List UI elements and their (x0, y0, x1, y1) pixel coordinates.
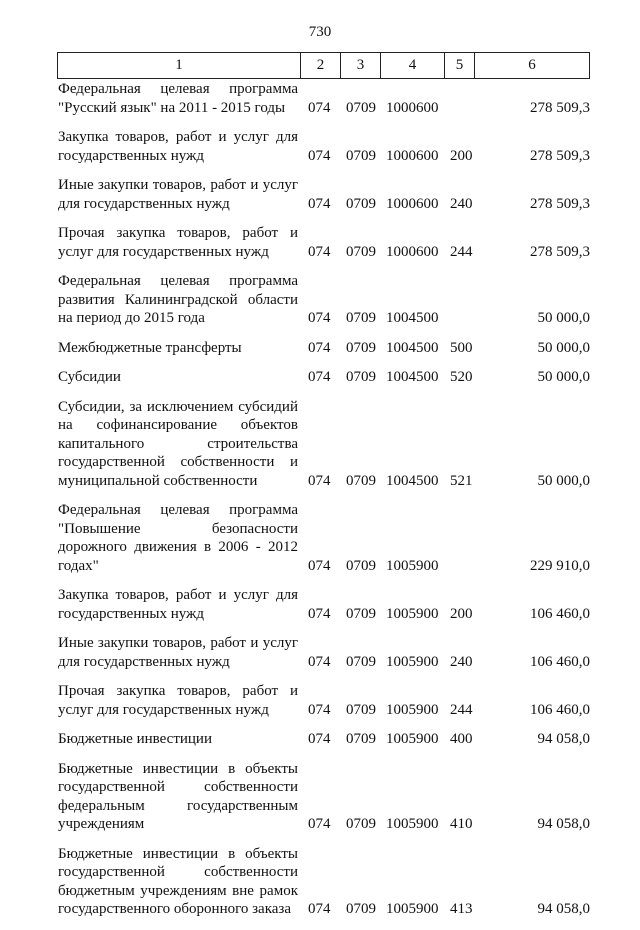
cell-ministry-code: 074 (308, 99, 331, 116)
cell-section-code: 0709 (346, 472, 376, 489)
column-header: 1 (58, 53, 301, 79)
cell-amount: 94 058,0 (537, 731, 590, 747)
cell-expense-type: 500 (450, 339, 473, 356)
cell-amount: 94 058,0 (537, 816, 590, 832)
budget-table-body (58, 80, 590, 930)
table-row (58, 501, 590, 575)
table-row (58, 845, 590, 919)
row-name: Федеральная целевая программа "Повышение безопасности дорожного движения в 2006 - 2012 годах" (58, 502, 298, 574)
page-number: 730 (308, 24, 332, 40)
cell-target-code: 1005900 (386, 816, 439, 832)
cell-amount: 50 000,0 (537, 472, 590, 489)
cell-section-code: 0709 (346, 557, 376, 574)
cell-expense-type: 410 (450, 816, 473, 832)
row-name: Иные закупки товаров, работ и услуг для государственных нужд (58, 635, 298, 670)
cell-ministry-code: 074 (308, 731, 331, 747)
row-name: Федеральная целевая программа "Русский язык" на 2011 - 2015 годы (58, 81, 298, 116)
cell-expense-type: 200 (450, 147, 473, 164)
table-row (58, 176, 590, 213)
cell-ministry-code: 074 (308, 472, 331, 489)
cell-target-code: 1000600 (386, 195, 439, 212)
cell-expense-type: 400 (450, 731, 473, 747)
cell-target-code: 1005900 (386, 653, 439, 670)
cell-ministry-code: 074 (308, 243, 331, 260)
row-name: Закупка товаров, работ и услуг для государственных нужд (58, 587, 298, 622)
table-row (58, 760, 590, 834)
cell-ministry-code: 074 (308, 147, 331, 164)
cell-amount: 50 000,0 (537, 339, 590, 356)
cell-expense-type: 244 (450, 243, 473, 260)
cell-target-code: 1005900 (386, 901, 439, 917)
column-header: 3 (341, 53, 381, 79)
cell-target-code: 1004500 (386, 339, 439, 356)
row-name: Бюджетные инвестиции (58, 731, 212, 747)
cell-section-code: 0709 (346, 816, 376, 832)
table-row (58, 272, 590, 328)
cell-amount: 94 058,0 (537, 901, 590, 917)
cell-section-code: 0709 (346, 653, 376, 670)
column-header: 2 (301, 53, 341, 79)
cell-expense-type: 520 (450, 369, 473, 385)
row-name: Субсидии, за исключением субсидий на софинансирование объектов капитального строительства государственной собственности и муниципальной собственности (58, 398, 298, 489)
cell-amount: 50 000,0 (537, 369, 590, 385)
cell-amount: 106 460,0 (530, 605, 590, 622)
cell-target-code: 1005900 (386, 557, 439, 574)
cell-section-code: 0709 (346, 701, 376, 718)
cell-expense-type: 240 (450, 195, 473, 212)
cell-section-code: 0709 (346, 310, 376, 326)
cell-ministry-code: 074 (308, 369, 331, 385)
cell-section-code: 0709 (346, 339, 376, 356)
cell-target-code: 1005900 (386, 701, 439, 718)
column-header-table (57, 52, 590, 79)
table-row (58, 224, 590, 261)
cell-amount: 106 460,0 (530, 653, 590, 670)
cell-expense-type: 200 (450, 605, 473, 622)
table-row (58, 682, 590, 719)
cell-target-code: 1004500 (386, 310, 439, 326)
cell-section-code: 0709 (346, 369, 376, 385)
cell-ministry-code: 074 (308, 816, 331, 832)
cell-section-code: 0709 (346, 99, 376, 116)
row-name: Федеральная целевая программа развития Калининградской области на период до 2015 года (58, 273, 298, 326)
table-row (58, 80, 590, 117)
table-row (58, 730, 590, 749)
row-name: Закупка товаров, работ и услуг для государственных нужд (58, 129, 298, 164)
cell-section-code: 0709 (346, 901, 376, 917)
cell-target-code: 1004500 (386, 369, 439, 385)
cell-ministry-code: 074 (308, 901, 331, 917)
cell-amount: 229 910,0 (530, 557, 590, 574)
row-name: Бюджетные инвестиции в объекты государственной собственности федеральным государственным учреждениям (58, 760, 298, 832)
cell-amount: 278 509,3 (530, 99, 590, 116)
table-row (58, 398, 590, 491)
column-header: 5 (445, 53, 475, 79)
row-name: Прочая закупка товаров, работ и услуг для государственных нужд (58, 225, 298, 260)
cell-target-code: 1005900 (386, 731, 439, 747)
table-row (58, 339, 590, 358)
cell-target-code: 1004500 (386, 472, 439, 489)
cell-ministry-code: 074 (308, 605, 331, 622)
cell-target-code: 1000600 (386, 99, 439, 116)
column-header: 6 (475, 53, 590, 79)
cell-amount: 50 000,0 (537, 310, 590, 326)
cell-target-code: 1005900 (386, 605, 439, 622)
table-row (58, 586, 590, 623)
cell-amount: 106 460,0 (530, 701, 590, 718)
cell-amount: 278 509,3 (530, 243, 590, 260)
cell-amount: 278 509,3 (530, 147, 590, 164)
cell-section-code: 0709 (346, 147, 376, 164)
row-name: Бюджетные инвестиции в объекты государственной собственности бюджетным учреждениям вне рамок государственного оборонного заказа (58, 845, 298, 917)
cell-section-code: 0709 (346, 731, 376, 747)
cell-expense-type: 240 (450, 653, 473, 670)
cell-expense-type: 413 (450, 901, 473, 917)
row-name: Межбюджетные трансферты (58, 339, 242, 356)
cell-ministry-code: 074 (308, 701, 331, 718)
cell-ministry-code: 074 (308, 557, 331, 574)
cell-ministry-code: 074 (308, 310, 331, 326)
cell-target-code: 1000600 (386, 147, 439, 164)
cell-amount: 278 509,3 (530, 195, 590, 212)
column-header: 4 (381, 53, 445, 79)
cell-ministry-code: 074 (308, 195, 331, 212)
cell-section-code: 0709 (346, 243, 376, 260)
table-row (58, 368, 590, 387)
row-name: Прочая закупка товаров, работ и услуг для государственных нужд (58, 683, 298, 718)
cell-target-code: 1000600 (386, 243, 439, 260)
table-row (58, 128, 590, 165)
cell-expense-type: 521 (450, 472, 473, 489)
table-row (58, 634, 590, 671)
row-name: Иные закупки товаров, работ и услуг для государственных нужд (58, 177, 298, 212)
row-name: Субсидии (58, 369, 121, 385)
cell-section-code: 0709 (346, 195, 376, 212)
column-header-row (58, 53, 590, 79)
cell-expense-type: 244 (450, 701, 473, 718)
cell-section-code: 0709 (346, 605, 376, 622)
cell-ministry-code: 074 (308, 339, 331, 356)
cell-ministry-code: 074 (308, 653, 331, 670)
